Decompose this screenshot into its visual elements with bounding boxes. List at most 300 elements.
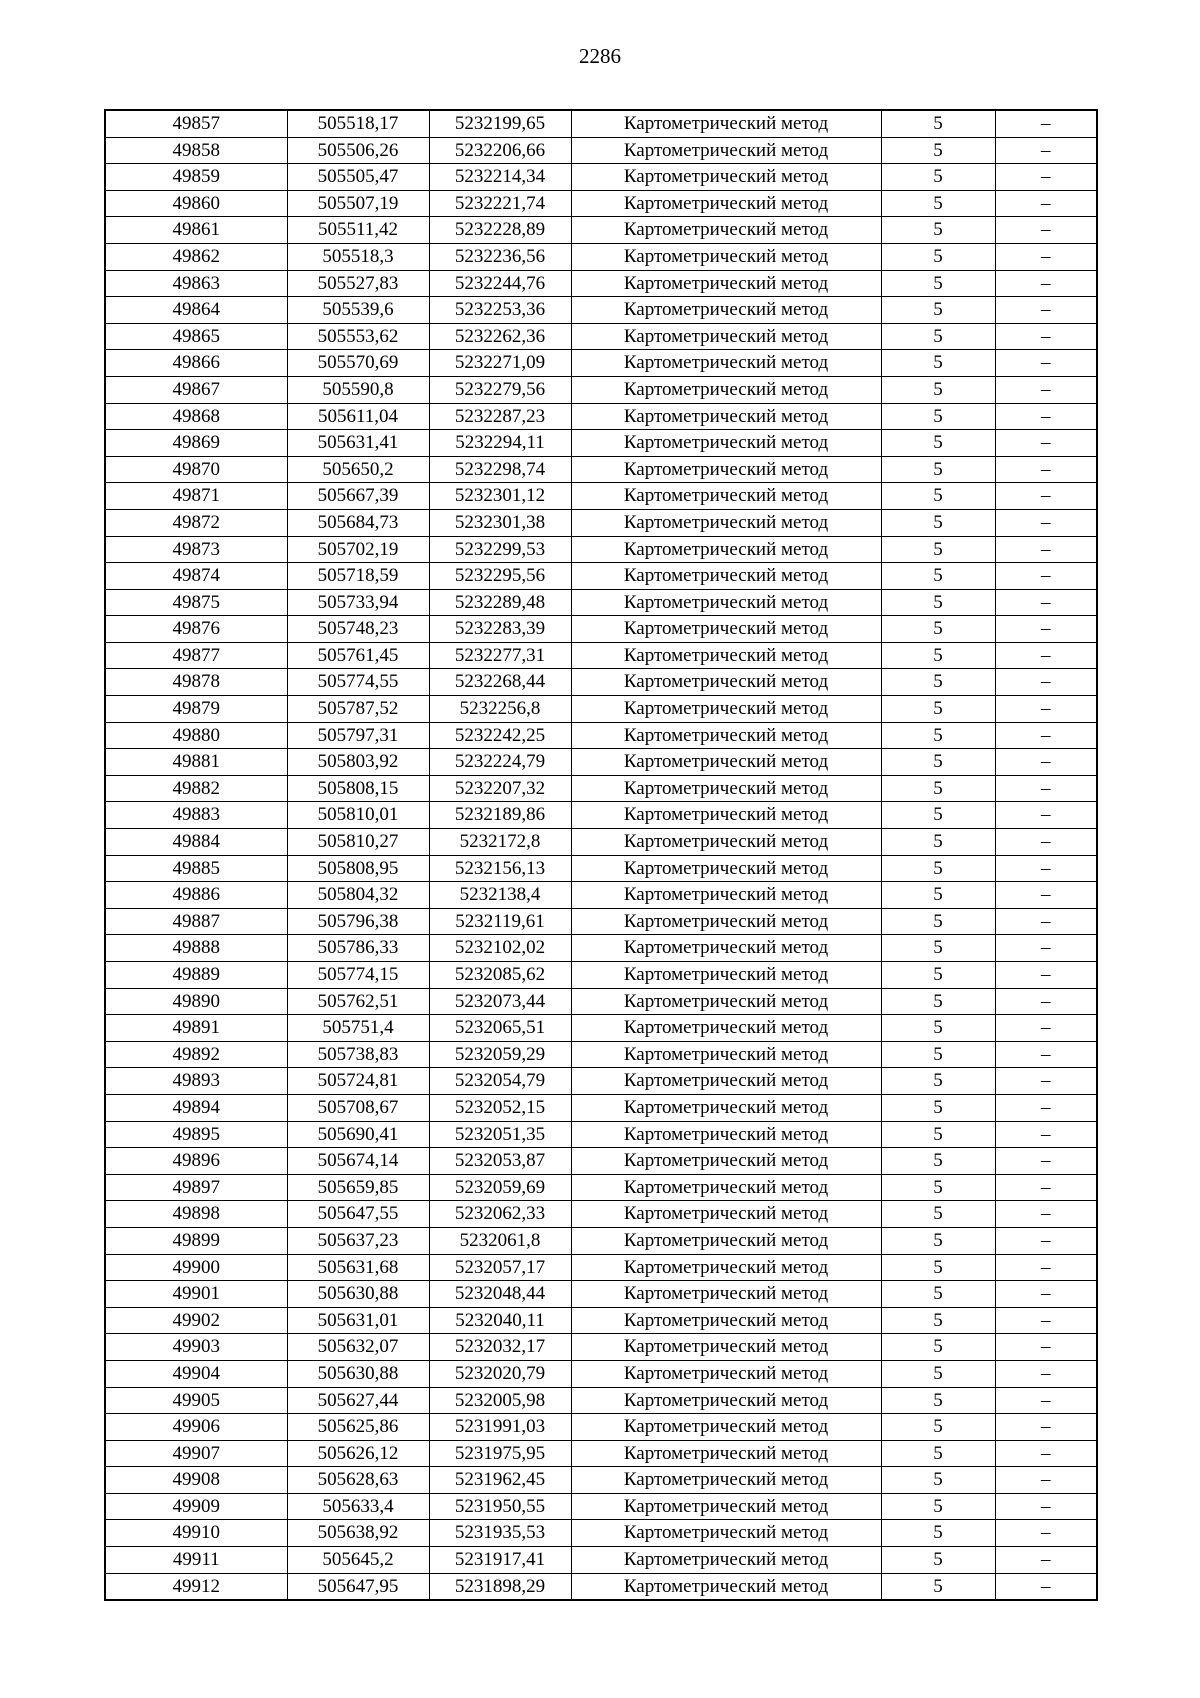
- y-coordinate-cell: 5232206,66: [429, 137, 571, 164]
- method-cell: Картометрический метод: [571, 1334, 881, 1361]
- note-cell: –: [995, 297, 1097, 324]
- accuracy-cell: 5: [881, 1360, 995, 1387]
- page-number: 2286: [579, 44, 621, 68]
- x-coordinate-cell: 505804,32: [287, 882, 429, 909]
- note-cell: –: [995, 1148, 1097, 1175]
- table-row: [105, 164, 1097, 191]
- point-number-cell: 49903: [105, 1334, 287, 1361]
- table-row: [105, 589, 1097, 616]
- point-number-cell: 49906: [105, 1414, 287, 1441]
- y-coordinate-cell: 5232277,31: [429, 642, 571, 669]
- method-cell: Картометрический метод: [571, 110, 881, 137]
- accuracy-cell: 5: [881, 456, 995, 483]
- table-row: [105, 1121, 1097, 1148]
- note-cell: –: [995, 1334, 1097, 1361]
- point-number-cell: 49876: [105, 616, 287, 643]
- method-cell: Картометрический метод: [571, 456, 881, 483]
- table-row: [105, 855, 1097, 882]
- table-row: [105, 1307, 1097, 1334]
- x-coordinate-cell: 505647,55: [287, 1201, 429, 1228]
- method-cell: Картометрический метод: [571, 403, 881, 430]
- y-coordinate-cell: 5232298,74: [429, 456, 571, 483]
- x-coordinate-cell: 505637,23: [287, 1227, 429, 1254]
- coordinates-table: [104, 109, 1098, 1601]
- accuracy-cell: 5: [881, 403, 995, 430]
- table-row: [105, 1467, 1097, 1494]
- table-row: [105, 616, 1097, 643]
- table-row: [105, 509, 1097, 536]
- accuracy-cell: 5: [881, 323, 995, 350]
- point-number-cell: 49874: [105, 563, 287, 590]
- note-cell: –: [995, 1254, 1097, 1281]
- y-coordinate-cell: 5231935,53: [429, 1520, 571, 1547]
- x-coordinate-cell: 505518,3: [287, 243, 429, 270]
- x-coordinate-cell: 505808,15: [287, 775, 429, 802]
- y-coordinate-cell: 5232032,17: [429, 1334, 571, 1361]
- method-cell: Картометрический метод: [571, 1201, 881, 1228]
- note-cell: –: [995, 1094, 1097, 1121]
- accuracy-cell: 5: [881, 1254, 995, 1281]
- accuracy-cell: 5: [881, 616, 995, 643]
- point-number-cell: 49864: [105, 297, 287, 324]
- table-row: [105, 882, 1097, 909]
- table-row: [105, 323, 1097, 350]
- table-row: [105, 1254, 1097, 1281]
- method-cell: Картометрический метод: [571, 1227, 881, 1254]
- accuracy-cell: 5: [881, 1467, 995, 1494]
- note-cell: –: [995, 749, 1097, 776]
- table-row: [105, 908, 1097, 935]
- note-cell: –: [995, 775, 1097, 802]
- point-number-cell: 49898: [105, 1201, 287, 1228]
- method-cell: Картометрический метод: [571, 1573, 881, 1600]
- method-cell: Картометрический метод: [571, 1360, 881, 1387]
- accuracy-cell: 5: [881, 749, 995, 776]
- note-cell: –: [995, 1227, 1097, 1254]
- x-coordinate-cell: 505650,2: [287, 456, 429, 483]
- method-cell: Картометрический метод: [571, 563, 881, 590]
- accuracy-cell: 5: [881, 509, 995, 536]
- method-cell: Картометрический метод: [571, 217, 881, 244]
- accuracy-cell: 5: [881, 775, 995, 802]
- x-coordinate-cell: 505708,67: [287, 1094, 429, 1121]
- note-cell: –: [995, 1547, 1097, 1574]
- y-coordinate-cell: 5232242,25: [429, 722, 571, 749]
- point-number-cell: 49897: [105, 1174, 287, 1201]
- y-coordinate-cell: 5232057,17: [429, 1254, 571, 1281]
- x-coordinate-cell: 505631,41: [287, 430, 429, 457]
- x-coordinate-cell: 505690,41: [287, 1121, 429, 1148]
- method-cell: Картометрический метод: [571, 1307, 881, 1334]
- y-coordinate-cell: 5232005,98: [429, 1387, 571, 1414]
- note-cell: –: [995, 935, 1097, 962]
- accuracy-cell: 5: [881, 1414, 995, 1441]
- note-cell: –: [995, 1493, 1097, 1520]
- y-coordinate-cell: 5232189,86: [429, 802, 571, 829]
- y-coordinate-cell: 5232253,36: [429, 297, 571, 324]
- method-cell: Картометрический метод: [571, 1121, 881, 1148]
- accuracy-cell: 5: [881, 563, 995, 590]
- x-coordinate-cell: 505539,6: [287, 297, 429, 324]
- table-row: [105, 297, 1097, 324]
- method-cell: Картометрический метод: [571, 1041, 881, 1068]
- accuracy-cell: 5: [881, 802, 995, 829]
- point-number-cell: 49858: [105, 137, 287, 164]
- y-coordinate-cell: 5232065,51: [429, 1015, 571, 1042]
- y-coordinate-cell: 5232289,48: [429, 589, 571, 616]
- method-cell: Картометрический метод: [571, 1547, 881, 1574]
- note-cell: –: [995, 1041, 1097, 1068]
- accuracy-cell: 5: [881, 1520, 995, 1547]
- y-coordinate-cell: 5231975,95: [429, 1440, 571, 1467]
- x-coordinate-cell: 505702,19: [287, 536, 429, 563]
- note-cell: –: [995, 1281, 1097, 1308]
- accuracy-cell: 5: [881, 376, 995, 403]
- point-number-cell: 49910: [105, 1520, 287, 1547]
- y-coordinate-cell: 5232061,8: [429, 1227, 571, 1254]
- accuracy-cell: 5: [881, 1493, 995, 1520]
- note-cell: –: [995, 1307, 1097, 1334]
- point-number-cell: 49861: [105, 217, 287, 244]
- accuracy-cell: 5: [881, 297, 995, 324]
- y-coordinate-cell: 5232102,02: [429, 935, 571, 962]
- note-cell: –: [995, 563, 1097, 590]
- method-cell: Картометрический метод: [571, 509, 881, 536]
- table-row: [105, 1360, 1097, 1387]
- table-row: [105, 483, 1097, 510]
- table-row: [105, 1334, 1097, 1361]
- point-number-cell: 49875: [105, 589, 287, 616]
- accuracy-cell: 5: [881, 1334, 995, 1361]
- accuracy-cell: 5: [881, 1015, 995, 1042]
- method-cell: Картометрический метод: [571, 483, 881, 510]
- note-cell: –: [995, 1068, 1097, 1095]
- x-coordinate-cell: 505631,68: [287, 1254, 429, 1281]
- note-cell: –: [995, 403, 1097, 430]
- table-row: [105, 456, 1097, 483]
- y-coordinate-cell: 5232085,62: [429, 962, 571, 989]
- note-cell: –: [995, 1360, 1097, 1387]
- accuracy-cell: 5: [881, 1201, 995, 1228]
- table-row: [105, 642, 1097, 669]
- point-number-cell: 49871: [105, 483, 287, 510]
- note-cell: –: [995, 509, 1097, 536]
- x-coordinate-cell: 505684,73: [287, 509, 429, 536]
- point-number-cell: 49862: [105, 243, 287, 270]
- table-row: [105, 935, 1097, 962]
- table-row: [105, 962, 1097, 989]
- table-row: [105, 829, 1097, 856]
- accuracy-cell: 5: [881, 1281, 995, 1308]
- accuracy-cell: 5: [881, 1440, 995, 1467]
- accuracy-cell: 5: [881, 350, 995, 377]
- y-coordinate-cell: 5232279,56: [429, 376, 571, 403]
- note-cell: –: [995, 908, 1097, 935]
- x-coordinate-cell: 505659,85: [287, 1174, 429, 1201]
- method-cell: Картометрический метод: [571, 1174, 881, 1201]
- x-coordinate-cell: 505810,27: [287, 829, 429, 856]
- table-row: [105, 430, 1097, 457]
- point-number-cell: 49889: [105, 962, 287, 989]
- x-coordinate-cell: 505748,23: [287, 616, 429, 643]
- y-coordinate-cell: 5232294,11: [429, 430, 571, 457]
- method-cell: Картометрический метод: [571, 908, 881, 935]
- point-number-cell: 49890: [105, 988, 287, 1015]
- point-number-cell: 49869: [105, 430, 287, 457]
- accuracy-cell: 5: [881, 642, 995, 669]
- x-coordinate-cell: 505507,19: [287, 190, 429, 217]
- y-coordinate-cell: 5232262,36: [429, 323, 571, 350]
- table-row: [105, 110, 1097, 137]
- note-cell: –: [995, 1015, 1097, 1042]
- method-cell: Картометрический метод: [571, 935, 881, 962]
- point-number-cell: 49865: [105, 323, 287, 350]
- note-cell: –: [995, 456, 1097, 483]
- point-number-cell: 49899: [105, 1227, 287, 1254]
- x-coordinate-cell: 505667,39: [287, 483, 429, 510]
- y-coordinate-cell: 5231991,03: [429, 1414, 571, 1441]
- x-coordinate-cell: 505674,14: [287, 1148, 429, 1175]
- table-row: [105, 376, 1097, 403]
- y-coordinate-cell: 5232138,4: [429, 882, 571, 909]
- method-cell: Картометрический метод: [571, 1254, 881, 1281]
- accuracy-cell: 5: [881, 536, 995, 563]
- point-number-cell: 49863: [105, 270, 287, 297]
- point-number-cell: 49859: [105, 164, 287, 191]
- note-cell: –: [995, 616, 1097, 643]
- x-coordinate-cell: 505751,4: [287, 1015, 429, 1042]
- method-cell: Картометрический метод: [571, 1467, 881, 1494]
- y-coordinate-cell: 5231962,45: [429, 1467, 571, 1494]
- accuracy-cell: 5: [881, 164, 995, 191]
- x-coordinate-cell: 505590,8: [287, 376, 429, 403]
- x-coordinate-cell: 505797,31: [287, 722, 429, 749]
- method-cell: Картометрический метод: [571, 669, 881, 696]
- x-coordinate-cell: 505570,69: [287, 350, 429, 377]
- method-cell: Картометрический метод: [571, 243, 881, 270]
- note-cell: –: [995, 350, 1097, 377]
- method-cell: Картометрический метод: [571, 350, 881, 377]
- table-row: [105, 1547, 1097, 1574]
- note-cell: –: [995, 217, 1097, 244]
- y-coordinate-cell: 5231950,55: [429, 1493, 571, 1520]
- note-cell: –: [995, 1201, 1097, 1228]
- table-row: [105, 1068, 1097, 1095]
- method-cell: Картометрический метод: [571, 775, 881, 802]
- method-cell: Картометрический метод: [571, 1387, 881, 1414]
- table-row: [105, 270, 1097, 297]
- method-cell: Картометрический метод: [571, 988, 881, 1015]
- point-number-cell: 49882: [105, 775, 287, 802]
- accuracy-cell: 5: [881, 1094, 995, 1121]
- method-cell: Картометрический метод: [571, 1414, 881, 1441]
- accuracy-cell: 5: [881, 1387, 995, 1414]
- point-number-cell: 49873: [105, 536, 287, 563]
- method-cell: Картометрический метод: [571, 1094, 881, 1121]
- method-cell: Картометрический метод: [571, 642, 881, 669]
- method-cell: Картометрический метод: [571, 962, 881, 989]
- accuracy-cell: 5: [881, 1227, 995, 1254]
- method-cell: Картометрический метод: [571, 696, 881, 723]
- x-coordinate-cell: 505506,26: [287, 137, 429, 164]
- point-number-cell: 49883: [105, 802, 287, 829]
- accuracy-cell: 5: [881, 137, 995, 164]
- x-coordinate-cell: 505810,01: [287, 802, 429, 829]
- point-number-cell: 49884: [105, 829, 287, 856]
- point-number-cell: 49878: [105, 669, 287, 696]
- table-row: [105, 1015, 1097, 1042]
- method-cell: Картометрический метод: [571, 323, 881, 350]
- accuracy-cell: 5: [881, 829, 995, 856]
- y-coordinate-cell: 5232053,87: [429, 1148, 571, 1175]
- method-cell: Картометрический метод: [571, 1281, 881, 1308]
- y-coordinate-cell: 5232062,33: [429, 1201, 571, 1228]
- accuracy-cell: 5: [881, 190, 995, 217]
- method-cell: Картометрический метод: [571, 616, 881, 643]
- accuracy-cell: 5: [881, 1307, 995, 1334]
- point-number-cell: 49867: [105, 376, 287, 403]
- note-cell: –: [995, 1387, 1097, 1414]
- y-coordinate-cell: 5232271,09: [429, 350, 571, 377]
- y-coordinate-cell: 5232221,74: [429, 190, 571, 217]
- table-row: [105, 217, 1097, 244]
- x-coordinate-cell: 505718,59: [287, 563, 429, 590]
- y-coordinate-cell: 5232040,11: [429, 1307, 571, 1334]
- method-cell: Картометрический метод: [571, 164, 881, 191]
- x-coordinate-cell: 505762,51: [287, 988, 429, 1015]
- method-cell: Картометрический метод: [571, 882, 881, 909]
- accuracy-cell: 5: [881, 270, 995, 297]
- method-cell: Картометрический метод: [571, 855, 881, 882]
- method-cell: Картометрический метод: [571, 829, 881, 856]
- y-coordinate-cell: 5232207,32: [429, 775, 571, 802]
- point-number-cell: 49891: [105, 1015, 287, 1042]
- table-row: [105, 1414, 1097, 1441]
- point-number-cell: 49881: [105, 749, 287, 776]
- table-row: [105, 403, 1097, 430]
- method-cell: Картометрический метод: [571, 297, 881, 324]
- x-coordinate-cell: 505647,95: [287, 1573, 429, 1600]
- point-number-cell: 49877: [105, 642, 287, 669]
- note-cell: –: [995, 855, 1097, 882]
- note-cell: –: [995, 988, 1097, 1015]
- note-cell: –: [995, 164, 1097, 191]
- accuracy-cell: 5: [881, 1121, 995, 1148]
- y-coordinate-cell: 5232048,44: [429, 1281, 571, 1308]
- table-row: [105, 1493, 1097, 1520]
- note-cell: –: [995, 243, 1097, 270]
- point-number-cell: 49896: [105, 1148, 287, 1175]
- point-number-cell: 49857: [105, 110, 287, 137]
- accuracy-cell: 5: [881, 908, 995, 935]
- point-number-cell: 49912: [105, 1573, 287, 1600]
- accuracy-cell: 5: [881, 935, 995, 962]
- x-coordinate-cell: 505774,55: [287, 669, 429, 696]
- method-cell: Картометрический метод: [571, 270, 881, 297]
- y-coordinate-cell: 5232156,13: [429, 855, 571, 882]
- y-coordinate-cell: 5232256,8: [429, 696, 571, 723]
- point-number-cell: 49892: [105, 1041, 287, 1068]
- accuracy-cell: 5: [881, 722, 995, 749]
- accuracy-cell: 5: [881, 430, 995, 457]
- note-cell: –: [995, 270, 1097, 297]
- method-cell: Картометрический метод: [571, 376, 881, 403]
- y-coordinate-cell: 5232214,34: [429, 164, 571, 191]
- accuracy-cell: 5: [881, 483, 995, 510]
- method-cell: Картометрический метод: [571, 802, 881, 829]
- point-number-cell: 49879: [105, 696, 287, 723]
- x-coordinate-cell: 505786,33: [287, 935, 429, 962]
- x-coordinate-cell: 505787,52: [287, 696, 429, 723]
- accuracy-cell: 5: [881, 1148, 995, 1175]
- x-coordinate-cell: 505611,04: [287, 403, 429, 430]
- table-row: [105, 243, 1097, 270]
- table-row: [105, 1148, 1097, 1175]
- note-cell: –: [995, 589, 1097, 616]
- accuracy-cell: 5: [881, 589, 995, 616]
- accuracy-cell: 5: [881, 1068, 995, 1095]
- y-coordinate-cell: 5232236,56: [429, 243, 571, 270]
- point-number-cell: 49894: [105, 1094, 287, 1121]
- note-cell: –: [995, 722, 1097, 749]
- note-cell: –: [995, 1440, 1097, 1467]
- point-number-cell: 49907: [105, 1440, 287, 1467]
- note-cell: –: [995, 1520, 1097, 1547]
- note-cell: –: [995, 962, 1097, 989]
- note-cell: –: [995, 696, 1097, 723]
- point-number-cell: 49880: [105, 722, 287, 749]
- x-coordinate-cell: 505511,42: [287, 217, 429, 244]
- table-body: [105, 110, 1097, 1600]
- point-number-cell: 49860: [105, 190, 287, 217]
- point-number-cell: 49885: [105, 855, 287, 882]
- accuracy-cell: 5: [881, 882, 995, 909]
- accuracy-cell: 5: [881, 855, 995, 882]
- y-coordinate-cell: 5232199,65: [429, 110, 571, 137]
- method-cell: Картометрический метод: [571, 722, 881, 749]
- y-coordinate-cell: 5232052,15: [429, 1094, 571, 1121]
- note-cell: –: [995, 669, 1097, 696]
- table-row: [105, 988, 1097, 1015]
- y-coordinate-cell: 5232059,69: [429, 1174, 571, 1201]
- table-row: [105, 722, 1097, 749]
- method-cell: Картометрический метод: [571, 1440, 881, 1467]
- y-coordinate-cell: 5232295,56: [429, 563, 571, 590]
- table-row: [105, 190, 1097, 217]
- note-cell: –: [995, 1467, 1097, 1494]
- accuracy-cell: 5: [881, 217, 995, 244]
- x-coordinate-cell: 505626,12: [287, 1440, 429, 1467]
- accuracy-cell: 5: [881, 1041, 995, 1068]
- point-number-cell: 49872: [105, 509, 287, 536]
- table-row: [105, 802, 1097, 829]
- note-cell: –: [995, 323, 1097, 350]
- y-coordinate-cell: 5232268,44: [429, 669, 571, 696]
- method-cell: Картометрический метод: [571, 749, 881, 776]
- method-cell: Картометрический метод: [571, 1520, 881, 1547]
- x-coordinate-cell: 505738,83: [287, 1041, 429, 1068]
- x-coordinate-cell: 505628,63: [287, 1467, 429, 1494]
- point-number-cell: 49887: [105, 908, 287, 935]
- x-coordinate-cell: 505631,01: [287, 1307, 429, 1334]
- y-coordinate-cell: 5232301,12: [429, 483, 571, 510]
- y-coordinate-cell: 5231898,29: [429, 1573, 571, 1600]
- method-cell: Картометрический метод: [571, 1015, 881, 1042]
- table-row: [105, 350, 1097, 377]
- y-coordinate-cell: 5232283,39: [429, 616, 571, 643]
- method-cell: Картометрический метод: [571, 1068, 881, 1095]
- y-coordinate-cell: 5232172,8: [429, 829, 571, 856]
